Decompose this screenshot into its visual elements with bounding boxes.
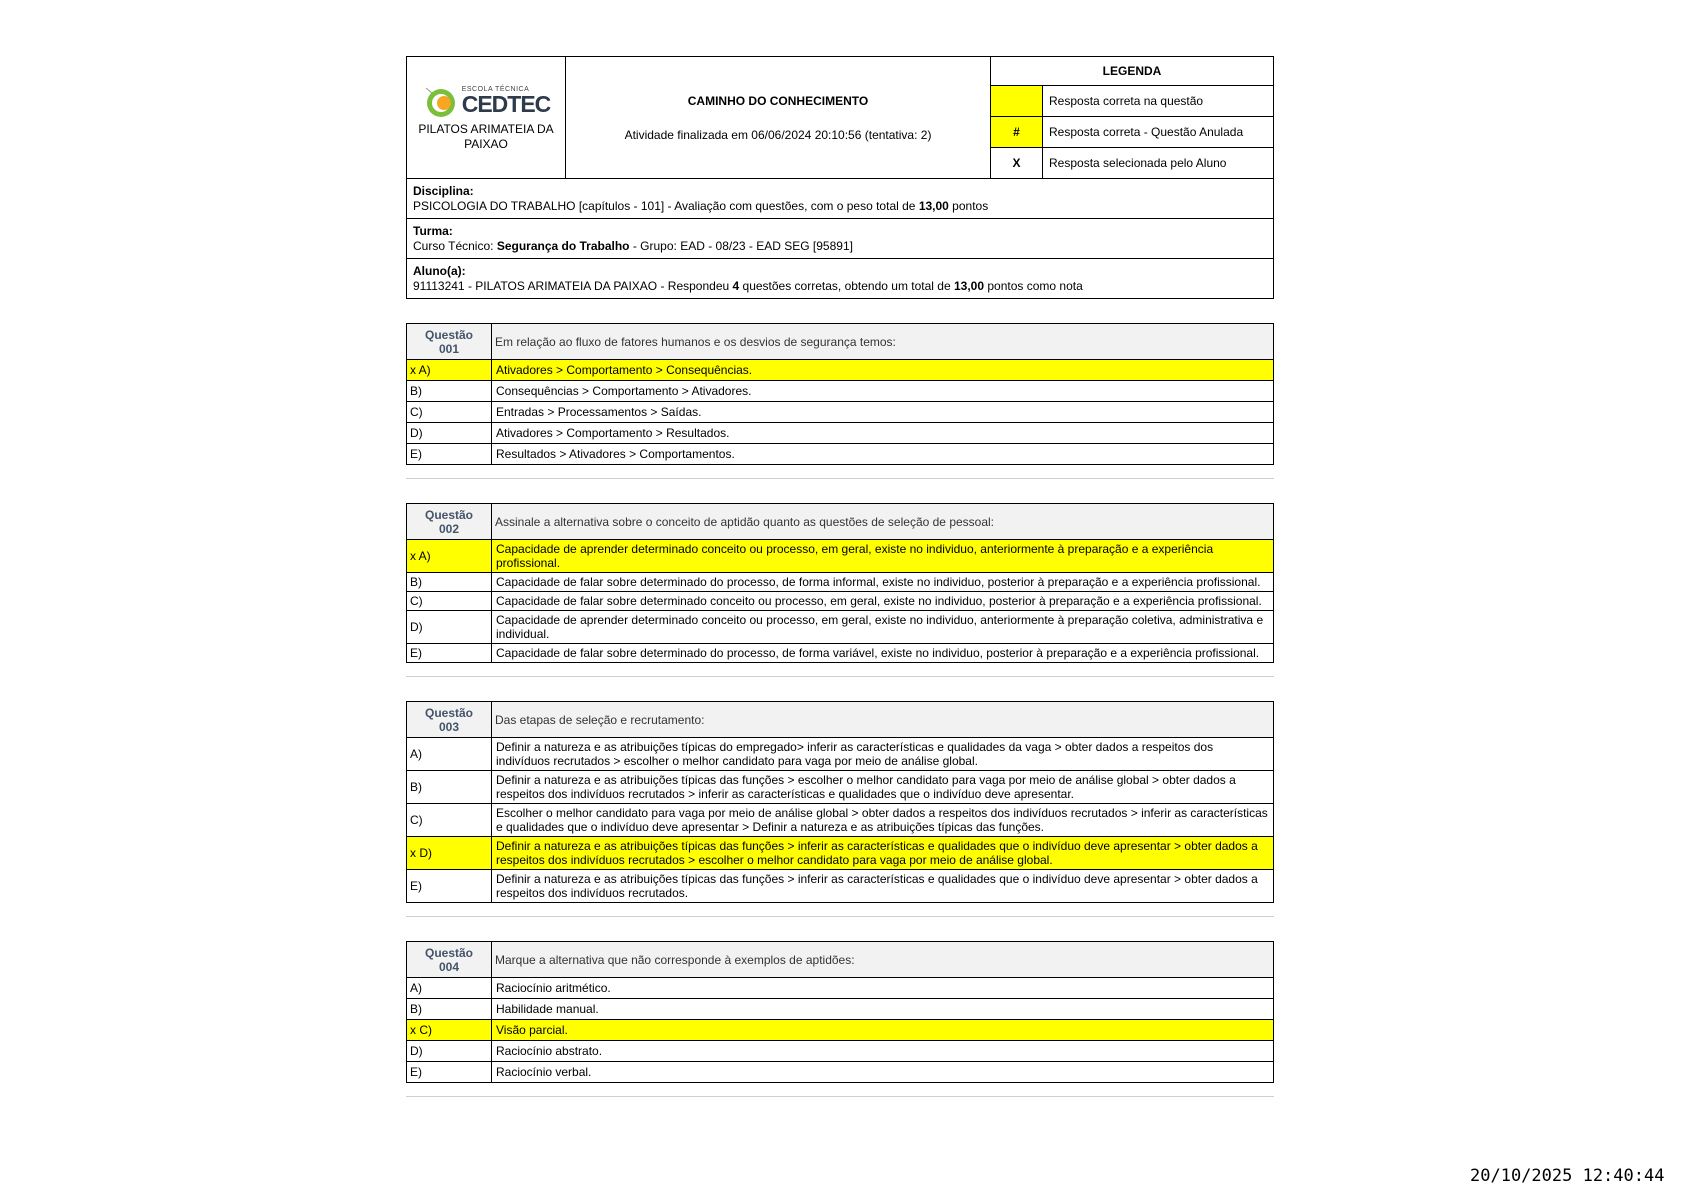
option-row	[407, 1041, 1274, 1062]
option-text: Raciocínio aritmético.	[492, 978, 1274, 999]
option-row	[407, 738, 1274, 771]
option-label: E)	[407, 1062, 492, 1083]
legend-text: Resposta correta na questão	[1043, 86, 1274, 117]
option-label: x C)	[407, 1020, 492, 1041]
option-label: x A)	[407, 360, 492, 381]
turma-row	[407, 219, 1274, 259]
option-text: Visão parcial.	[492, 1020, 1274, 1041]
logo-cell	[407, 57, 566, 179]
question-separator	[406, 676, 1274, 677]
cedtec-logo	[409, 84, 563, 118]
option-row	[407, 771, 1274, 804]
question-number-value: 001	[438, 341, 460, 356]
aluno-suffix: pontos como nota	[984, 279, 1083, 293]
logo-small-text: ESCOLA TÉCNICA	[461, 85, 530, 93]
aluno-row	[407, 259, 1274, 299]
option-label: E)	[407, 870, 492, 903]
option-label: E)	[407, 444, 492, 465]
option-label: D)	[407, 423, 492, 444]
question-text: Das etapas de seleção e recrutamento:	[492, 702, 1274, 738]
turma-prefix: Curso Técnico:	[413, 239, 497, 253]
question-number-value: 004	[438, 959, 460, 974]
option-text: Capacidade de aprender determinado conceito ou processo, em geral, existe no individuo, anteriormente à preparação coletiva, administrativa e individual.	[492, 611, 1274, 644]
turma-suffix: - Grupo: EAD - 08/23 - EAD SEG [95891]	[629, 239, 853, 253]
option-row	[407, 999, 1274, 1020]
option-row	[407, 870, 1274, 903]
option-text: Raciocínio abstrato.	[492, 1041, 1274, 1062]
question-table	[406, 941, 1274, 1083]
legend-text: Resposta selecionada pelo Aluno	[1043, 148, 1274, 179]
option-text: Capacidade de falar sobre determinado do processo, de forma variável, existe no individuo, posterior à preparação e a experiência profissional.	[492, 644, 1274, 663]
question-number	[407, 942, 492, 978]
question-label: Questão	[424, 327, 473, 342]
question-table	[406, 701, 1274, 903]
footer-timestamp: 20/10/2025 12:40:44	[1470, 1166, 1665, 1186]
document	[406, 56, 1274, 1097]
disciplina-row	[407, 179, 1274, 219]
option-label: D)	[407, 1041, 492, 1062]
question-table	[406, 323, 1274, 465]
header-table	[406, 56, 1274, 299]
option-label: B)	[407, 999, 492, 1020]
option-text: Capacidade de aprender determinado conceito ou processo, em geral, existe no individuo, anteriormente à preparação e a experiência profissional.	[492, 540, 1274, 573]
option-label: C)	[407, 402, 492, 423]
question-label: Questão	[424, 507, 473, 522]
disciplina-suffix: pontos	[948, 199, 989, 213]
option-row	[407, 402, 1274, 423]
option-label: C)	[407, 592, 492, 611]
disciplina-label: Disciplina:	[413, 184, 474, 198]
question-number-value: 002	[438, 521, 460, 536]
logo-swirl-icon	[422, 84, 460, 118]
option-text: Ativadores > Comportamento > Consequências.	[492, 360, 1274, 381]
question-separator	[406, 916, 1274, 917]
option-label: E)	[407, 644, 492, 663]
option-label: C)	[407, 804, 492, 837]
legend-symbol: X	[991, 148, 1043, 179]
option-text: Entradas > Processamentos > Saídas.	[492, 402, 1274, 423]
option-label: B)	[407, 771, 492, 804]
option-label: A)	[407, 738, 492, 771]
disciplina-value: 13,00	[918, 199, 949, 213]
aluno-middle: questões corretas, obtendo um total de	[739, 279, 954, 293]
legend-title: LEGENDA	[991, 57, 1274, 86]
option-label: x D)	[407, 837, 492, 870]
option-label: D)	[407, 611, 492, 644]
option-text: Definir a natureza e as atribuições típicas das funções > inferir as características e qualidades que o indivíduo deve apresentar > obter dados a respeitos dos indivíduos recrutados > escolher o melhor candidato para vaga por meio de análise global.	[492, 837, 1274, 870]
option-row-selected	[407, 837, 1274, 870]
option-text: Resultados > Ativadores > Comportamentos.	[492, 444, 1274, 465]
question-text: Assinale a alternativa sobre o conceito de aptidão quanto as questões de seleção de pessoal:	[492, 504, 1274, 540]
option-text: Escolher o melhor candidato para vaga por meio de análise global > obter dados a respeitos dos indivíduos recrutados > inferir as características e qualidades que o indivíduo deve apresentar > Definir a natureza e as atribuições típicas das funções.	[492, 804, 1274, 837]
question-table	[406, 503, 1274, 663]
legend-text: Resposta correta - Questão Anulada	[1043, 117, 1274, 148]
question-label: Questão	[424, 945, 473, 960]
question-text: Em relação ao fluxo de fatores humanos e os desvios de segurança temos:	[492, 324, 1274, 360]
option-row	[407, 444, 1274, 465]
student-name: PILATOS ARIMATEIA DA PAIXAO	[418, 121, 554, 151]
option-label: x A)	[407, 540, 492, 573]
option-row	[407, 381, 1274, 402]
option-text: Capacidade de falar sobre determinado conceito ou processo, em geral, existe no individuo, posterior à preparação e a experiência profissional.	[492, 592, 1274, 611]
legend-symbol	[991, 86, 1043, 117]
question-text: Marque a alternativa que não corresponde à exemplos de aptidões:	[492, 942, 1274, 978]
aluno-corretas: 4	[732, 279, 740, 293]
option-text: Capacidade de falar sobre determinado do processo, de forma informal, existe no individuo, posterior à preparação e a experiência profissional.	[492, 573, 1274, 592]
finished-info: Atividade finalizada em 06/06/2024 20:10:56 (tentativa: 2)	[624, 127, 932, 142]
aluno-nota: 13,00	[954, 279, 985, 293]
title-cell	[566, 57, 991, 179]
option-text: Consequências > Comportamento > Ativadores.	[492, 381, 1274, 402]
logo-brand-text: CEDTEC	[461, 90, 551, 117]
option-label: B)	[407, 381, 492, 402]
option-row	[407, 978, 1274, 999]
aluno-prefix: 91113241 - PILATOS ARIMATEIA DA PAIXAO - Respondeu	[413, 279, 733, 293]
question-number	[407, 324, 492, 360]
option-label: B)	[407, 573, 492, 592]
page-title: CAMINHO DO CONHECIMENTO	[687, 93, 869, 108]
option-row-selected	[407, 540, 1274, 573]
option-row	[407, 592, 1274, 611]
option-row	[407, 423, 1274, 444]
aluno-label: Aluno(a):	[413, 264, 466, 278]
disciplina-text: PSICOLOGIA DO TRABALHO [capítulos - 101] - Avaliação com questões, com o peso total de	[413, 199, 919, 213]
option-row	[407, 573, 1274, 592]
turma-curso: Segurança do Trabalho	[496, 239, 630, 253]
question-separator	[406, 1096, 1274, 1097]
option-text: Ativadores > Comportamento > Resultados.	[492, 423, 1274, 444]
questions-list	[406, 323, 1274, 1097]
option-row	[407, 804, 1274, 837]
option-row-selected	[407, 360, 1274, 381]
option-text: Definir a natureza e as atribuições típicas das funções > inferir as características e qualidades que o indivíduo deve apresentar > obter dados a respeitos dos indivíduos recrutados.	[492, 870, 1274, 903]
option-label: A)	[407, 978, 492, 999]
legend-symbol: #	[991, 117, 1043, 148]
option-text: Definir a natureza e as atribuições típicas das funções > escolher o melhor candidato para vaga por meio de análise global > obter dados a respeitos dos indivíduos recrutados > inferir as características e qualidades que o indivíduo deve apresentar.	[492, 771, 1274, 804]
turma-label: Turma:	[413, 224, 453, 238]
question-label: Questão	[424, 705, 473, 720]
question-separator	[406, 478, 1274, 479]
question-number-value: 003	[438, 719, 460, 734]
option-row	[407, 1062, 1274, 1083]
question-number	[407, 504, 492, 540]
option-text: Raciocínio verbal.	[492, 1062, 1274, 1083]
option-text: Habilidade manual.	[492, 999, 1274, 1020]
option-text: Definir a natureza e as atribuições típicas do empregado> inferir as características e qualidades da vaga > obter dados a respeitos dos indivíduos recrutados > escolher o melhor candidato para vaga por meio de análise global.	[492, 738, 1274, 771]
option-row	[407, 644, 1274, 663]
option-row	[407, 611, 1274, 644]
question-number	[407, 702, 492, 738]
option-row-selected	[407, 1020, 1274, 1041]
